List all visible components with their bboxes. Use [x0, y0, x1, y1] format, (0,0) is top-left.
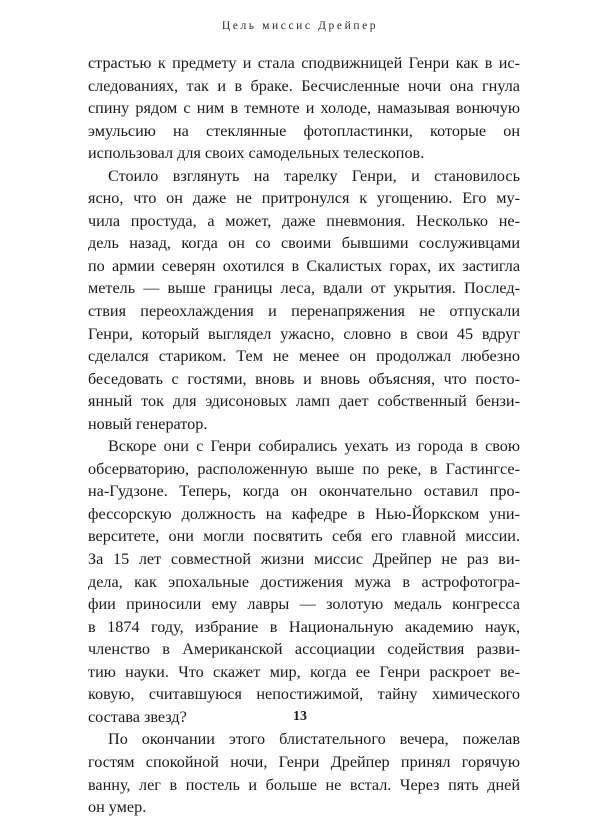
text-line: беседовать с гостями, вновь и вновь объясняя, что посто- [88, 369, 520, 388]
text-line: использовал для своих самодельных телескопов. [88, 144, 425, 163]
body-text [88, 52, 520, 819]
text-line: следованиях, так и в браке. Бесчисленные ночи она гнула [88, 76, 520, 95]
text-line: Стоило взглянуть на тарелку Генри, и становилось [108, 166, 520, 185]
text-line: верситете, они могли посвятить себя его главной миссии. [88, 527, 520, 546]
text-line: янный ток для эдисоновых ламп дает собственный бензи- [88, 392, 520, 411]
text-line: метель — выше границы леса, вдали от укрытия. Послед- [88, 279, 520, 298]
text-line: в 1874 году, избрание в Национальную академию наук, [88, 617, 520, 636]
text-line: ствия переохлаждения и перенапряжения не отпускали [88, 302, 520, 321]
paragraph-1 [88, 52, 520, 165]
text-line: По окончании этого блистательного вечера, пожелав [108, 730, 520, 749]
text-line: спину рядом с ним в темноте и холоде, намазывая вонючую [88, 99, 520, 118]
paragraph-4 [88, 728, 520, 818]
page-number: 13 [293, 709, 307, 724]
text-line: состава звезд? [88, 707, 187, 726]
text-line: За 15 лет совместной жизни миссис Дрейпер не раз ви- [88, 550, 520, 569]
text-line: сделался стариком. Тем не менее он продолжал любезно [88, 347, 520, 366]
text-line: гостям спокойной ночи, Генри Дрейпер принял горячую [88, 752, 520, 771]
text-line: обсерваторию, расположенную выше по реке, в Гастингсе- [88, 459, 520, 478]
text-line: эмульсию на стеклянные фотопластинки, которые он [88, 121, 520, 140]
text-line: он умер. [88, 798, 147, 817]
text-line: Вскоре они с Генри собирались уехать из города в свою [108, 437, 520, 456]
running-head: Цель миссис Дрейпер [221, 20, 379, 32]
text-line: страстью к предмету и стала сподвижницей Генри как в ис- [88, 54, 520, 72]
text-line: чила простуда, а может, даже пневмония. Несколько не- [88, 211, 520, 230]
text-line: фии приносили ему лавры — золотую медаль конгресса [88, 595, 520, 614]
text-line: Генри, который выглядел ужасно, словно в свои 45 вдруг [88, 324, 520, 343]
text-line: тию науки. Что скажет мир, когда ее Генри раскроет ве- [88, 662, 520, 681]
text-line: на-Гудзоне. Теперь, когда он окончательно оставил про- [88, 482, 520, 501]
text-line: дель назад, когда он со своими бывшими сослуживцами [88, 234, 520, 253]
text-line: по армии северян охотился в Скалистых горах, их застигла [88, 256, 520, 275]
text-line: ванну, лег в постель и больше не встал. Через пять дней [88, 775, 520, 794]
text-line: дела, как эпохальные достижения мужа в астрофотогра- [88, 572, 520, 591]
text-line: новый генератор. [88, 414, 208, 433]
paragraph-3 [88, 435, 520, 728]
text-line: ясно, что он даже не притронулся к угощению. Его му- [88, 189, 520, 208]
text-line: ковую, считавшуюся непостижимой, тайну химического [88, 685, 520, 704]
text-line: членство в Американской ассоциации содействия разви- [88, 640, 520, 659]
text-line: фессорскую должность на кафедре в Нью-Йоркском уни- [88, 504, 520, 523]
paragraph-2 [88, 165, 520, 436]
